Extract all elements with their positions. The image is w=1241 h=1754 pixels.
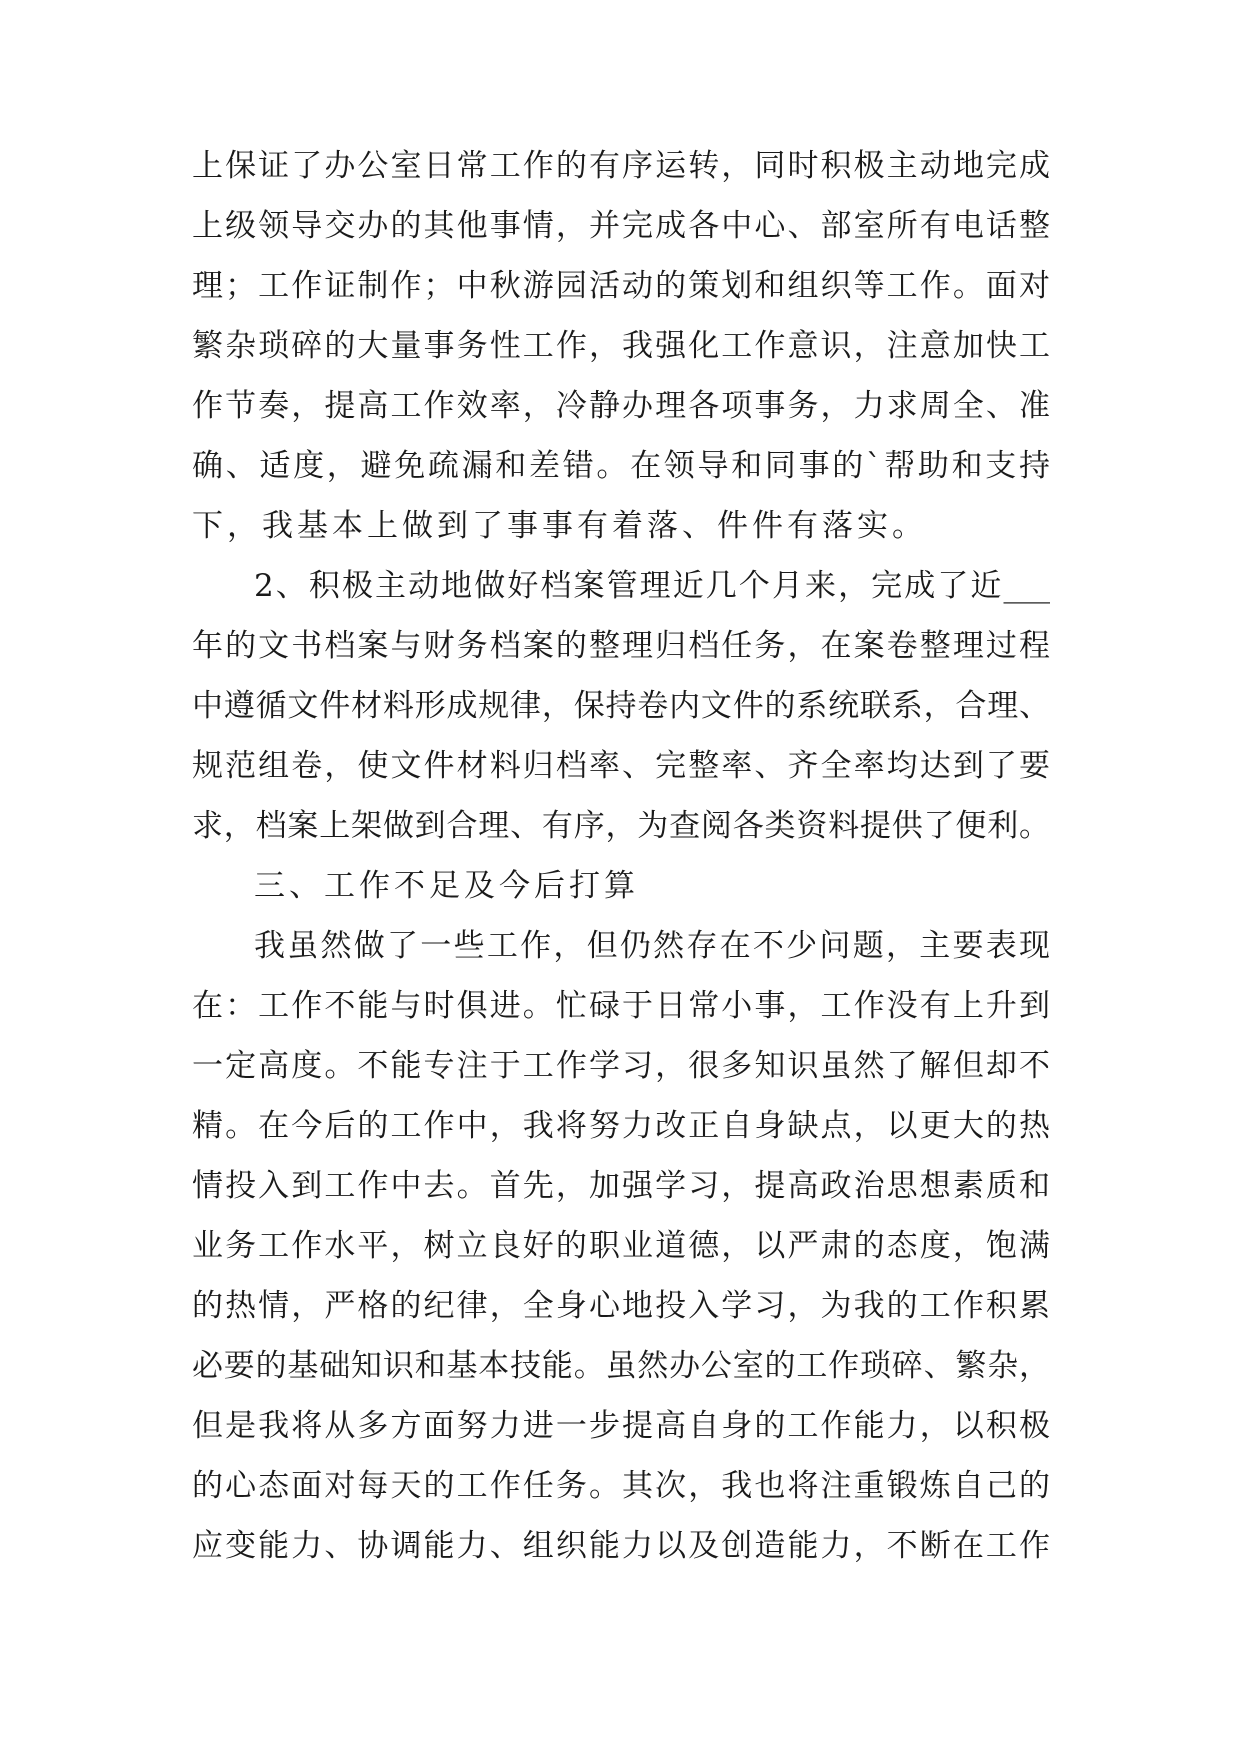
text-line: 繁杂琐碎的大量事务性工作，我强化工作意识，注意加快工 <box>192 328 1050 364</box>
text-line: 规范组卷，使文件材料归档率、完整率、齐全率均达到了要 <box>192 748 1050 784</box>
text-line: 确、适度，避免疏漏和差错。在领导和同事的`帮助和支持 <box>192 448 1050 484</box>
text-line: 上保证了办公室日常工作的有序运转，同时积极主动地完成 <box>192 148 1050 184</box>
text-line: 年的文书档案与财务档案的整理归档任务，在案卷整理过程 <box>192 628 1050 664</box>
text-line: 的心态面对每天的工作任务。其次，我也将注重锻炼自己的 <box>192 1468 1050 1504</box>
text-line: 中遵循文件材料形成规律，保持卷内文件的系统联系，合理、 <box>192 688 1050 724</box>
text-line: 在：工作不能与时俱进。忙碌于日常小事，工作没有上升到 <box>192 988 1050 1024</box>
text-line: 上级领导交办的其他事情，并完成各中心、部室所有电话整 <box>192 208 1050 244</box>
text-line: 精。在今后的工作中，我将努力改正自身缺点，以更大的热 <box>192 1108 1050 1144</box>
text-line: 理；工作证制作；中秋游园活动的策划和组织等工作。面对 <box>192 268 1050 304</box>
text-line: 2、积极主动地做好档案管理近几个月来，完成了近___ <box>254 568 1050 604</box>
text-line: 一定高度。不能专注于工作学习，很多知识虽然了解但却不 <box>192 1048 1050 1084</box>
text-line: 情投入到工作中去。首先，加强学习，提高政治思想素质和 <box>192 1168 1050 1204</box>
text-line: 业务工作水平，树立良好的职业道德，以严肃的态度，饱满 <box>192 1228 1050 1264</box>
text-line: 必要的基础知识和基本技能。虽然办公室的工作琐碎、繁杂， <box>192 1348 1050 1384</box>
text-line: 下，我基本上做到了事事有着落、件件有落实。 <box>192 508 927 544</box>
text-line: 应变能力、协调能力、组织能力以及创造能力，不断在工作 <box>192 1528 1050 1564</box>
text-line: 求，档案上架做到合理、有序，为查阅各类资料提供了便利。 <box>192 808 1050 844</box>
text-line: 的热情，严格的纪律，全身心地投入学习，为我的工作积累 <box>192 1288 1050 1324</box>
section-heading: 三、工作不足及今后打算 <box>254 868 639 904</box>
text-line: 但是我将从多方面努力进一步提高自身的工作能力，以积极 <box>192 1408 1050 1444</box>
text-line: 我虽然做了一些工作，但仍然存在不少问题，主要表现 <box>254 928 1050 964</box>
text-line: 作节奏，提高工作效率，冷静办理各项事务，力求周全、准 <box>192 388 1050 424</box>
